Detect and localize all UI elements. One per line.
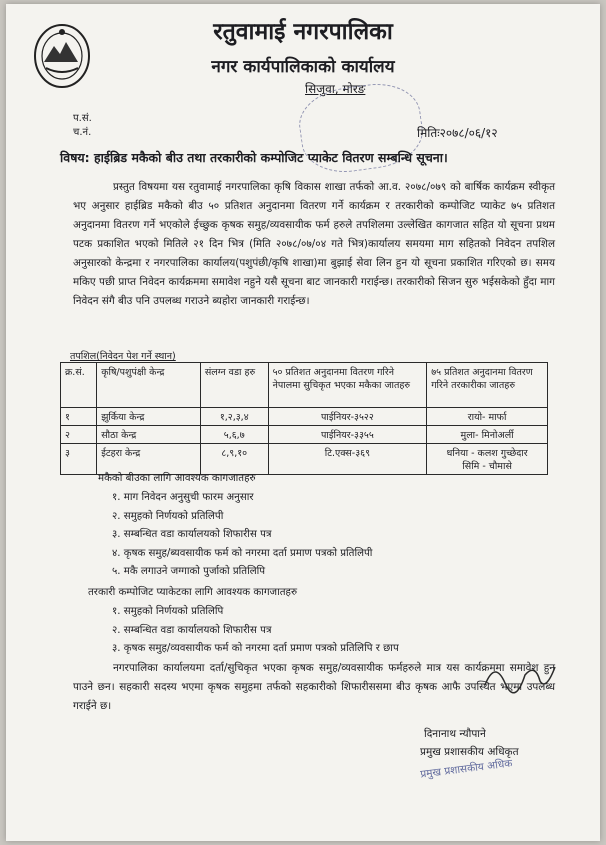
maize-docs-list bbox=[112, 489, 372, 582]
subject-line bbox=[60, 149, 448, 166]
table-cell: ८,९,१० bbox=[200, 444, 268, 475]
table-header: ५० प्रतिशत अनुदानमा वितरण गरिने नेपालमा सुचिकृत भएका मकैका जातहरु bbox=[268, 363, 427, 408]
table-header: कृषि/पशुपंक्षी केन्द्र bbox=[97, 363, 201, 408]
reference-number: प.सं. bbox=[73, 113, 92, 124]
list-item: १. समुहको निर्णयको प्रतिलिपि bbox=[112, 606, 224, 617]
list-item: १. माग निवेदन अनुसुची फारम अनुसार bbox=[112, 492, 254, 503]
office-address: सिजुवा, मोरङ bbox=[305, 82, 366, 96]
table-header: क्र.सं. bbox=[61, 363, 97, 408]
signatory-title: प्रमुख प्रशासकीय अधिकृत bbox=[420, 746, 519, 758]
table-row bbox=[61, 426, 548, 444]
table-cell: २ bbox=[61, 426, 97, 444]
eligibility-paragraph: नगरपालिका कार्यालयमा दर्ता/सुचिकृत भएका कृषक समुह/व्यवसायीक फर्महरुले मात्र यस कार्यक्रममा समावेश हुन पाउने छन। सहकारी सदस्य भएमा कृषक समुहमा तर्फको सहकारीको शिफारीससमा बीउ कृषक आफै उपस्थित भएमा उपलब्ध गराईने छ। bbox=[73, 662, 555, 712]
table-header: संलग्न वडा हरु bbox=[200, 363, 268, 408]
table-cell: ३ bbox=[61, 444, 97, 475]
table-cell bbox=[427, 444, 548, 475]
subject-text: हाईब्रिड मकैको बीउ तथा तरकारीको कम्पोजिट प्याकेट वितरण सम्बन्धि सूचना। bbox=[94, 150, 448, 165]
municipality-name: रतुवामाई नगरपालिका bbox=[213, 19, 393, 45]
table-cell: रायो- मार्फा bbox=[427, 408, 548, 426]
list-item: २. समुहको निर्णयको प्रतिलिपी bbox=[112, 510, 224, 522]
table-cell: १,२,३,४ bbox=[200, 408, 268, 426]
veg-docs-list bbox=[112, 603, 399, 659]
table-cell: ईटहरा केन्द्र bbox=[97, 444, 201, 475]
list-item: ४. कृषक समुह/ब्यवसायीक फर्म को नगरमा दर्ता प्रमाण पत्रको प्रतिलिपी bbox=[112, 547, 373, 559]
table-caption: तपशिल(निवेदन पेश गर्ने स्थान) bbox=[70, 351, 176, 362]
veg-variety: धनिया - कलश गुच्छेदार bbox=[446, 448, 528, 459]
table-cell: टि.एक्स-३६९ bbox=[268, 444, 427, 475]
maize-docs-heading: मकैको बीउका लागि आवश्यक कागजातहरु bbox=[98, 473, 256, 484]
table-cell: पाईनियर-३५२२ bbox=[268, 408, 427, 426]
signatory-name: दिनानाथ न्यौपाने bbox=[424, 728, 486, 740]
notice-paragraph: प्रस्तुत विषयमा यस रतुवामाई नगरपालिका कृषि विकास शाखा तर्फको आ.व. २०७८/०७९ को बार्षिक कार्यक्रम स्वीकृत भए अनुसार हाईब्रिड मकैको बीउ ५० प्रतिशत अनुदानमा वितरण गर्ने कार्यक्रम र तरकारीको कम्पोजिट प्याकेट ७५ प्रतिशत अनुदानमा वितरण गर्ने भएकोले ईच्छुक कृषक समुह/व्यवसायीक फर्म हरुले तपशिलमा उल्लेखित कागजात सहित यो सूचना प्रथम पटक प्रकाशित भएको मितिले २१ दिन भित्र (मिति २०७८/०७/०४ गते भित्र)कार्यालय समयमा माग सहितको निवेदन तपशिल अनुसारको केन्द्रमा र नगरपालिका कार्यालय(पशुपंछी/कृषि शाखा)मा बुझाई सेवा लिन हुन यो सूचना प्रकाशित गरिएको छ। समय मकिए पछी प्राप्त निवेदन कार्यक्रममा समावेश नहुने यसै सूचना बाट जानकारी गराईन्छ। तरकारीको सिजन सुरु भईसकेको हुँदा माग निवेदन संगै बीउ पनि उपलब्ध गराउने ब्यहोरा जानकारी गराईन्छ। bbox=[73, 181, 555, 307]
table-cell: मुला- मिनोअर्ली bbox=[427, 426, 548, 444]
table-cell: ५,६,७ bbox=[200, 426, 268, 444]
list-item: २. सम्बन्धित वडा कार्यालयको शिफारीस पत्र bbox=[112, 624, 272, 636]
letter-date: मितिः२०७८/०६/१२ bbox=[417, 126, 498, 140]
veg-docs-heading: तरकारी कम्पोजिट प्याकेटका लागि आवश्यक कागजातहरु bbox=[88, 587, 298, 598]
table-header: ७५ प्रतिशत अनुदानमा वितरण गरिने तरकारीका जातहरु bbox=[427, 363, 548, 408]
list-item: ५. मकै लगाउने जग्गाको पुर्जाको प्रतिलिपि bbox=[112, 566, 266, 577]
table-cell: १ bbox=[61, 408, 97, 426]
signature-stamp: प्रमुख प्रशासकीय अधिक bbox=[419, 757, 513, 781]
table-cell: झुर्किया केन्द्र bbox=[97, 408, 201, 426]
table-cell: पाईनियर-३३५५ bbox=[268, 426, 427, 444]
veg-variety: सिमि - चौमासे bbox=[462, 461, 512, 472]
table-cell: सौठा केन्द्र bbox=[97, 426, 201, 444]
dispatch-number: च.नं. bbox=[73, 127, 92, 138]
table-header-row bbox=[61, 363, 548, 408]
list-item: ३. सम्बन्धित वडा कार्यालयको शिफारीस पत्र bbox=[112, 529, 272, 540]
table-row bbox=[61, 408, 548, 426]
list-item: ३. कृषक समुह/व्यवसायीक फर्म को नगरमा दर्ता प्रमाण पत्रको प्रतिलिपि र छाप bbox=[112, 643, 399, 654]
signature-scribble-icon bbox=[480, 655, 560, 695]
subject-label: विषय: bbox=[60, 150, 90, 165]
office-name: नगर कार्यपालिकाको कार्यालय bbox=[211, 57, 395, 77]
center-table bbox=[60, 362, 548, 475]
